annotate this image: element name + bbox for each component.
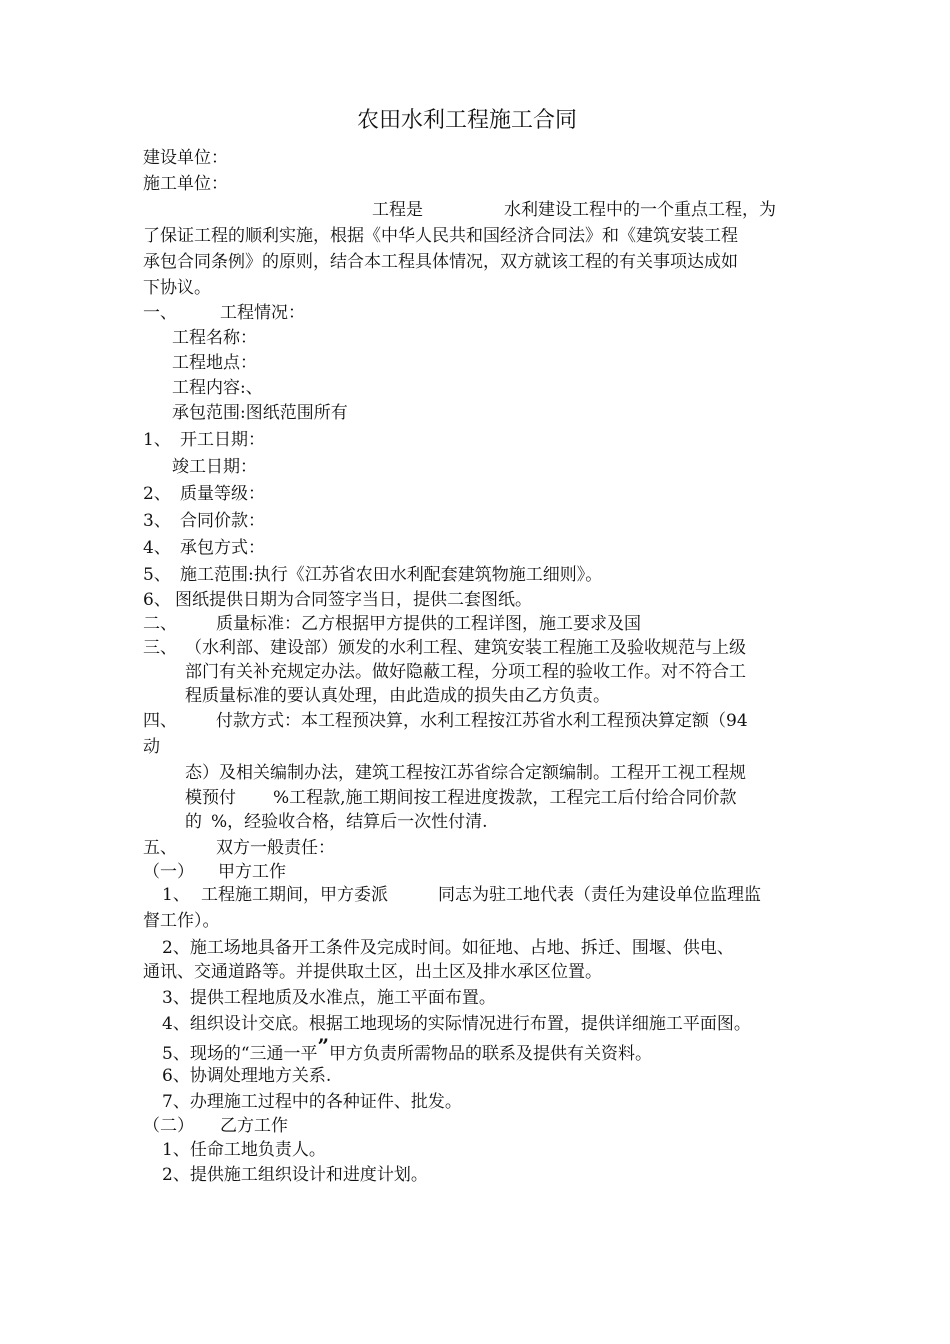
section-4-line-3-end: %工程款,施工期间按工程进度拨款，工程完工后付给合同价款 <box>273 788 737 808</box>
party-a-item-1-end: 同志为驻工地代表（责任为建设单位监理监 <box>438 885 761 905</box>
section-4-number: 四、 <box>143 711 177 731</box>
section-1-heading: 工程情况： <box>220 303 305 323</box>
section-5-number: 五、 <box>143 838 177 858</box>
section-4-line-4-start: 的 <box>185 812 202 832</box>
item-5-number: 5、 <box>143 565 171 585</box>
party-a-item-1-number: 1、 <box>162 885 190 905</box>
section-4-line-1: 付款方式：本工程预决算，水利工程按江苏省水利工程预决算定额（94 <box>216 711 748 731</box>
item-4-number: 4、 <box>143 538 171 558</box>
closing-quote-mark: ” <box>317 1034 330 1058</box>
contract-mode-label: 承包方式： <box>180 538 265 558</box>
party-a-item-1-wrap: 督工作）。 <box>143 911 220 931</box>
project-location-label: 工程地点： <box>172 353 257 373</box>
section-5-heading: 双方一般责任： <box>216 838 335 858</box>
builder-label: 建设单位： <box>143 148 228 168</box>
party-a-item-2-line-2: 通讯、交通道路等。并提供取土区，出土区及排水承区位置。 <box>143 962 602 982</box>
section-3-number: 三、 <box>143 638 177 658</box>
party-a-item-7: 7、办理施工过程中的各种证件、批发。 <box>162 1092 462 1112</box>
party-a-item-3: 3、提供工程地质及水准点，施工平面布置。 <box>162 988 496 1008</box>
party-a-item-6: 6、协调处理地方关系. <box>162 1066 332 1086</box>
start-date-label: 开工日期： <box>180 430 265 450</box>
contract-price-label: 合同价款： <box>180 511 265 531</box>
contract-scope-label: 承包范围:图纸范围所有 <box>172 403 348 423</box>
intro-line-4: 下协议。 <box>143 278 211 298</box>
project-name-label: 工程名称： <box>172 328 257 348</box>
section-1-number: 一、 <box>143 303 177 323</box>
section-4-line-4-end: %，经验收合格，结算后一次性付清. <box>211 812 488 832</box>
section-4-line-1-wrap: 动 <box>143 737 160 757</box>
party-a-item-5-start: 5、现场的“三通一平 <box>162 1044 318 1064</box>
party-a-item-2-line-1: 2、施工场地具备开工条件及完成时间。如征地、占地、拆迁、围堰、供电、 <box>162 938 734 958</box>
drawings-date-text: 图纸提供日期为合同签字当日，提供二套图纸。 <box>175 590 532 610</box>
item-1-number: 1、 <box>143 430 171 450</box>
section-3-line-2: 部门有关补充规定办法。做好隐蔽工程，分项工程的验收工作。对不符合工 <box>185 662 746 682</box>
party-b-number: （二） <box>143 1116 194 1136</box>
section-4-line-2: 态）及相关编制办法，建筑工程按江苏省综合定额编制。工程开工视工程规 <box>185 763 746 783</box>
quality-grade-label: 质量等级： <box>180 484 265 504</box>
item-2-number: 2、 <box>143 484 171 504</box>
intro-line-3: 承包合同条例》的原则，结合本工程具体情况，双方就该工程的有关事项达成如 <box>143 252 738 272</box>
party-a-number: （一） <box>143 862 194 882</box>
quality-standard-text: 质量标准：乙方根据甲方提供的工程详图，施工要求及国 <box>216 614 641 634</box>
party-b-heading: 乙方工作 <box>220 1116 288 1136</box>
intro-line-2: 了保证工程的顺利实施，根据《中华人民共和国经济合同法》和《建筑安装工程 <box>143 226 738 246</box>
party-a-item-5-end: 甲方负责所需物品的联系及提供有关资料。 <box>329 1044 653 1064</box>
completion-date-label: 竣工日期： <box>172 457 257 477</box>
contractor-label: 施工单位： <box>143 174 228 194</box>
page-title: 农田水利工程施工合同 <box>357 108 578 133</box>
party-a-item-4: 4、组织设计交底。根据工地现场的实际情况进行布置，提供详细施工平面图。 <box>162 1014 751 1034</box>
section-4-line-3-start: 模预付 <box>185 788 236 808</box>
item-3-number: 3、 <box>143 511 171 531</box>
party-b-item-1: 1、任命工地负责人。 <box>162 1140 326 1160</box>
section-2-number: 二、 <box>143 614 177 634</box>
item-6-number: 6、 <box>143 590 171 610</box>
party-a-item-5 <box>162 1034 653 1064</box>
party-a-heading: 甲方工作 <box>218 862 286 882</box>
intro-line-1: 水利建设工程中的一个重点工程，为 <box>504 200 776 220</box>
construction-scope-text: 施工范围:执行《江苏省农田水利配套建筑物施工细则》。 <box>180 565 603 585</box>
project-content-label: 工程内容:、 <box>172 378 263 398</box>
party-b-item-2: 2、提供施工组织设计和进度计划。 <box>162 1165 428 1185</box>
section-3-line-1: （水利部、建设部）颁发的水利工程、建筑安装工程施工及验收规范与上级 <box>185 638 746 658</box>
party-a-item-1-start: 工程施工期间，甲方委派 <box>201 885 388 905</box>
section-3-line-3: 程质量标准的要认真处理，由此造成的损失由乙方负责。 <box>185 686 610 706</box>
intro-project-is: 工程是 <box>372 200 423 220</box>
